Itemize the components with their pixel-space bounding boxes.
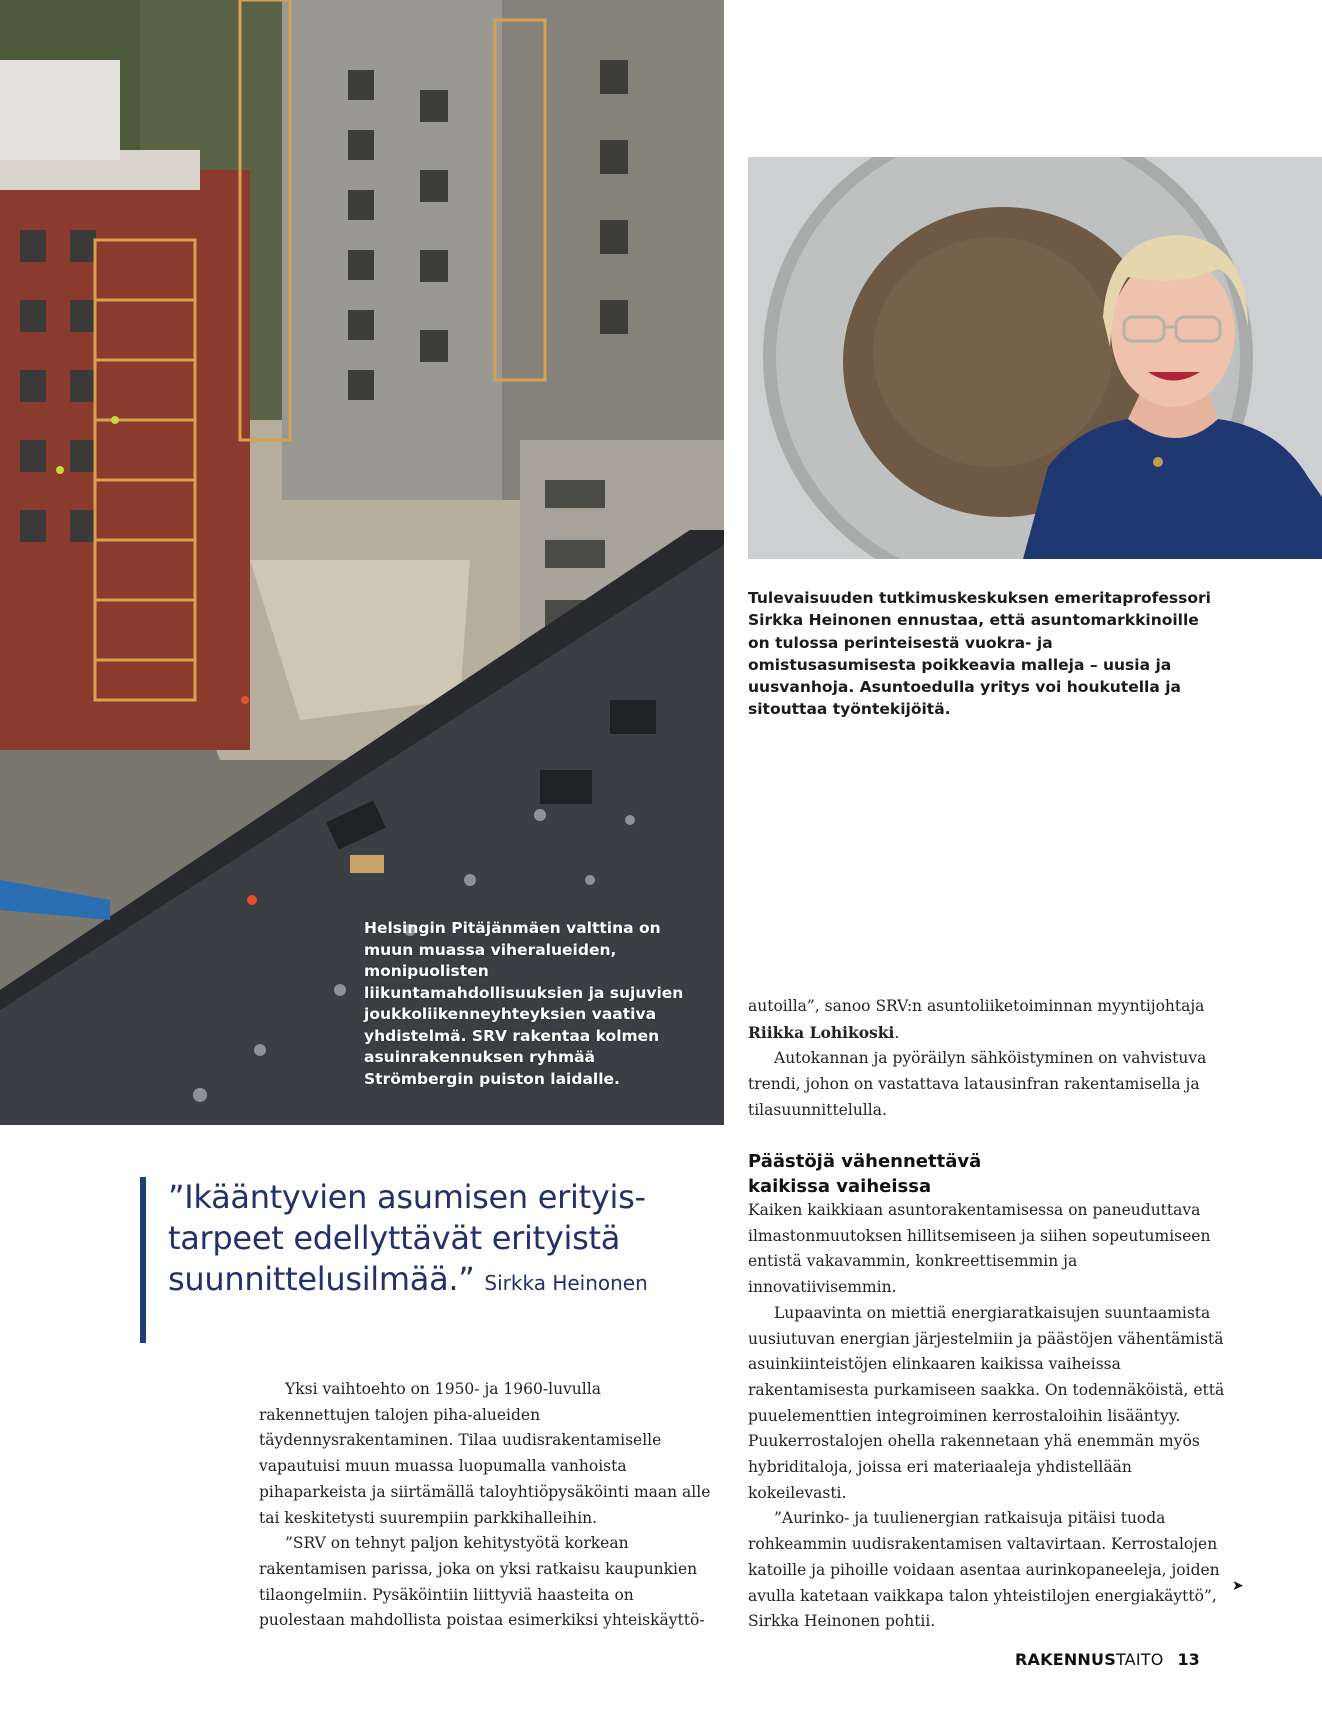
body-paragraph: ”Aurinko- ja tuulienergian ratkaisuja pitäisi tuoda rohkeammin uudisrakentamisen valtavirtaan. Kerrostalojen katoille ja pihoille voidaan asentaa aurinkopaneeleja, joiden avulla katetaan vaikkapa talon yhteistilojen energiakäyttö”, Sirkka Heinonen pohtii.: [748, 1509, 1220, 1631]
section-subheading: [748, 1149, 1228, 1199]
body-paragraph: Kaiken kaikkiaan asuntorakentamisessa on paneuduttava ilmastonmuutoksen hillitsemiseen ja siihen sopeutumiseen entistä vakavammin, konkreettisemmin ja innovatiivisemmin.: [748, 1201, 1211, 1297]
body-paragraph: Autokannan ja pyöräilyn sähköistyminen on vahvistuva trendi, johon on vastattava latausinfran rakentamisella ja tilasuunnittelulla.: [748, 1049, 1207, 1119]
subheading-line-2: kaikissa vaiheissa: [748, 1176, 932, 1197]
portrait-photo: [748, 157, 1322, 559]
body-column-right-bottom: [748, 1198, 1228, 1635]
body-column-left: [259, 1377, 711, 1634]
magazine-brand-bold: RAKENNUS: [1015, 1650, 1116, 1669]
pull-quote-line-3-text: suunnittelusilmää.”: [168, 1260, 475, 1298]
page-footer: [1015, 1650, 1215, 1672]
portrait-illustration: [748, 157, 1322, 559]
pull-quote: [168, 1177, 688, 1304]
continue-arrow-icon: ➤: [1232, 1578, 1244, 1594]
person-name: Riikka Lohikoski: [748, 1022, 895, 1042]
pull-quote-bar: [140, 1177, 146, 1343]
body-text: .: [894, 1023, 900, 1042]
body-paragraph: Yksi vaihtoehto on 1950- ja 1960-luvulla rakennettujen talojen piha-alueiden täydennysrakentaminen. Tilaa uudisrakentamiselle vapautuisi muun muassa luopumalla vanhoista pihaparkeista ja siirtämällä taloyhtiöpysäköinti maan alle tai keskitetysti suurempiin parkkihalleihin.: [259, 1380, 711, 1527]
body-text: autoilla”, sanoo SRV:n asuntoliiketoiminnan myyntijohtaja: [748, 997, 1205, 1015]
pull-quote-line-2: tarpeet edellyttävät erityistä: [168, 1219, 621, 1257]
magazine-brand-light: TAITO: [1115, 1650, 1164, 1669]
pull-quote-line-3: [168, 1259, 688, 1304]
page-number: 13: [1177, 1650, 1200, 1669]
portrait-photo-caption: Tulevaisuuden tutkimuskeskuksen emeritaprofessori Sirkka Heinonen ennustaa, että asuntomarkkinoille on tulossa perinteisestä vuokra- ja omistusasumisesta poikkeavia malleja – uusia ja uusvanhoja. Asuntoedulla yritys voi houkutella ja sitouttaa työntekijöitä.: [748, 589, 1211, 719]
pull-quote-line-1: ”Ikääntyvien asumisen erityis-: [168, 1178, 646, 1216]
body-paragraph: Lupaavinta on miettiä energiaratkaisujen suuntaamista uusiutuvan energian järjestelmiin ja päästöjen vähentämistä asuinkiinteistöjen elinkaaren kaikissa vaiheissa rakentamisesta purkamiseen saakka. On todennäköistä, että puuelementtien integroiminen kerrostaloihin lisääntyy. Puukerrostalojen ohella rakennetaan yhä enemmän myös hybriditaloja, joissa eri materiaaleja yhdistellään kokeilevasti.: [748, 1303, 1225, 1502]
subheading-line-1: Päästöjä vähennettävä: [748, 1151, 982, 1172]
body-column-right-top: [748, 994, 1228, 1124]
body-paragraph: ”SRV on tehnyt paljon kehitystyötä korkean rakentamisen parissa, joka on yksi ratkaisu kaupunkien tilaongelmiin. Pysäköintiin liittyviä haasteita on puolestaan mahdollista poistaa esimerkiksi yhteiskäyttö-: [259, 1534, 705, 1630]
pull-quote-attribution: Sirkka Heinonen: [484, 1271, 648, 1295]
body-paragraph: [748, 994, 1228, 1046]
construction-photo-caption: Helsingin Pitäjänmäen valttina on muun muassa viheralueiden, monipuolisten liikuntamahdollisuuksien ja sujuvien joukkoliikenneyhteyksien vaativa yhdistelmä. SRV rakentaa kolmen asuinrakennuksen ryhmää Strömbergin puiston laidalle.: [364, 919, 684, 1088]
